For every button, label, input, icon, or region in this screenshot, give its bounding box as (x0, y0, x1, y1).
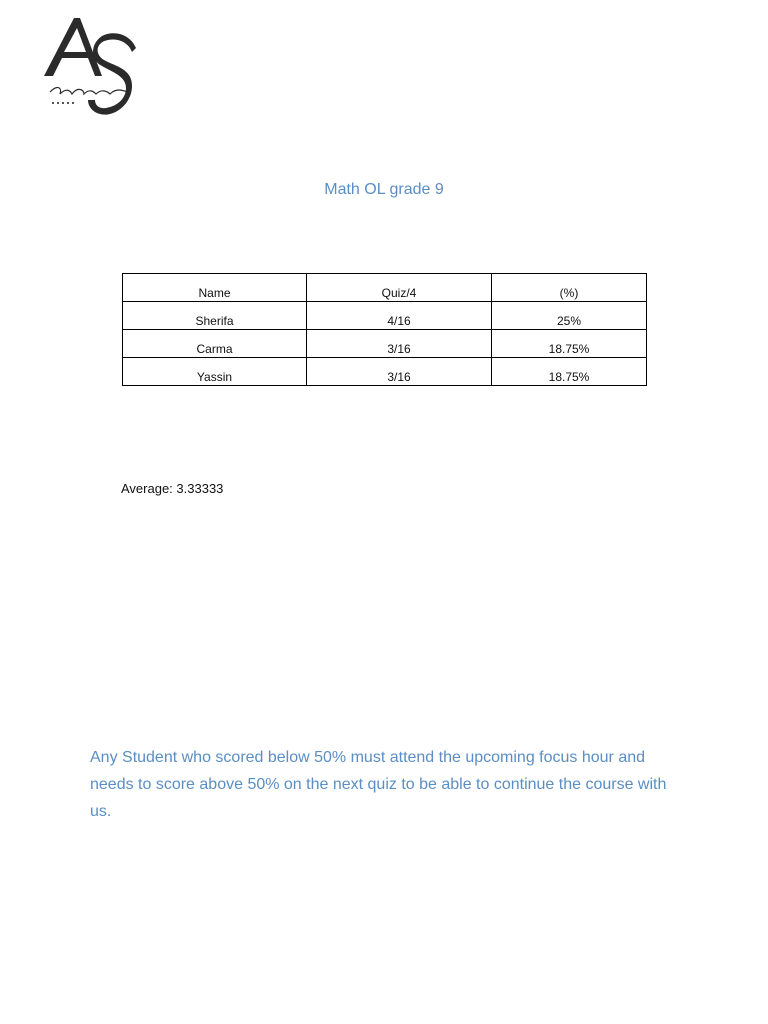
average-text: Average: 3.33333 (121, 481, 224, 496)
cell-name: Sherifa (123, 302, 307, 330)
table-header-row (123, 274, 647, 302)
table-row (123, 330, 647, 358)
cell-name: Carma (123, 330, 307, 358)
cell-quiz: 3/16 (307, 358, 492, 386)
brand-logo (40, 14, 140, 122)
cell-quiz: 4/16 (307, 302, 492, 330)
notice-paragraph: Any Student who scored below 50% must attend the upcoming focus hour and needs to score above 50% on the next quiz to be able to continue the course with us. (90, 749, 667, 820)
cell-name: Yassin (123, 358, 307, 386)
logo-letter-a (44, 18, 102, 76)
header-name: Name (123, 274, 307, 302)
cell-percent: 25% (492, 302, 647, 330)
header-percent: (%) (492, 274, 647, 302)
table-row (123, 358, 647, 386)
cell-quiz: 3/16 (307, 330, 492, 358)
header-quiz: Quiz/4 (307, 274, 492, 302)
page-title: Math OL grade 9 (324, 181, 444, 198)
logo-subtext (52, 102, 74, 104)
cell-percent: 18.75% (492, 330, 647, 358)
logo-signature (50, 88, 128, 94)
cell-percent: 18.75% (492, 358, 647, 386)
grades-table (122, 273, 647, 386)
table-row (123, 302, 647, 330)
